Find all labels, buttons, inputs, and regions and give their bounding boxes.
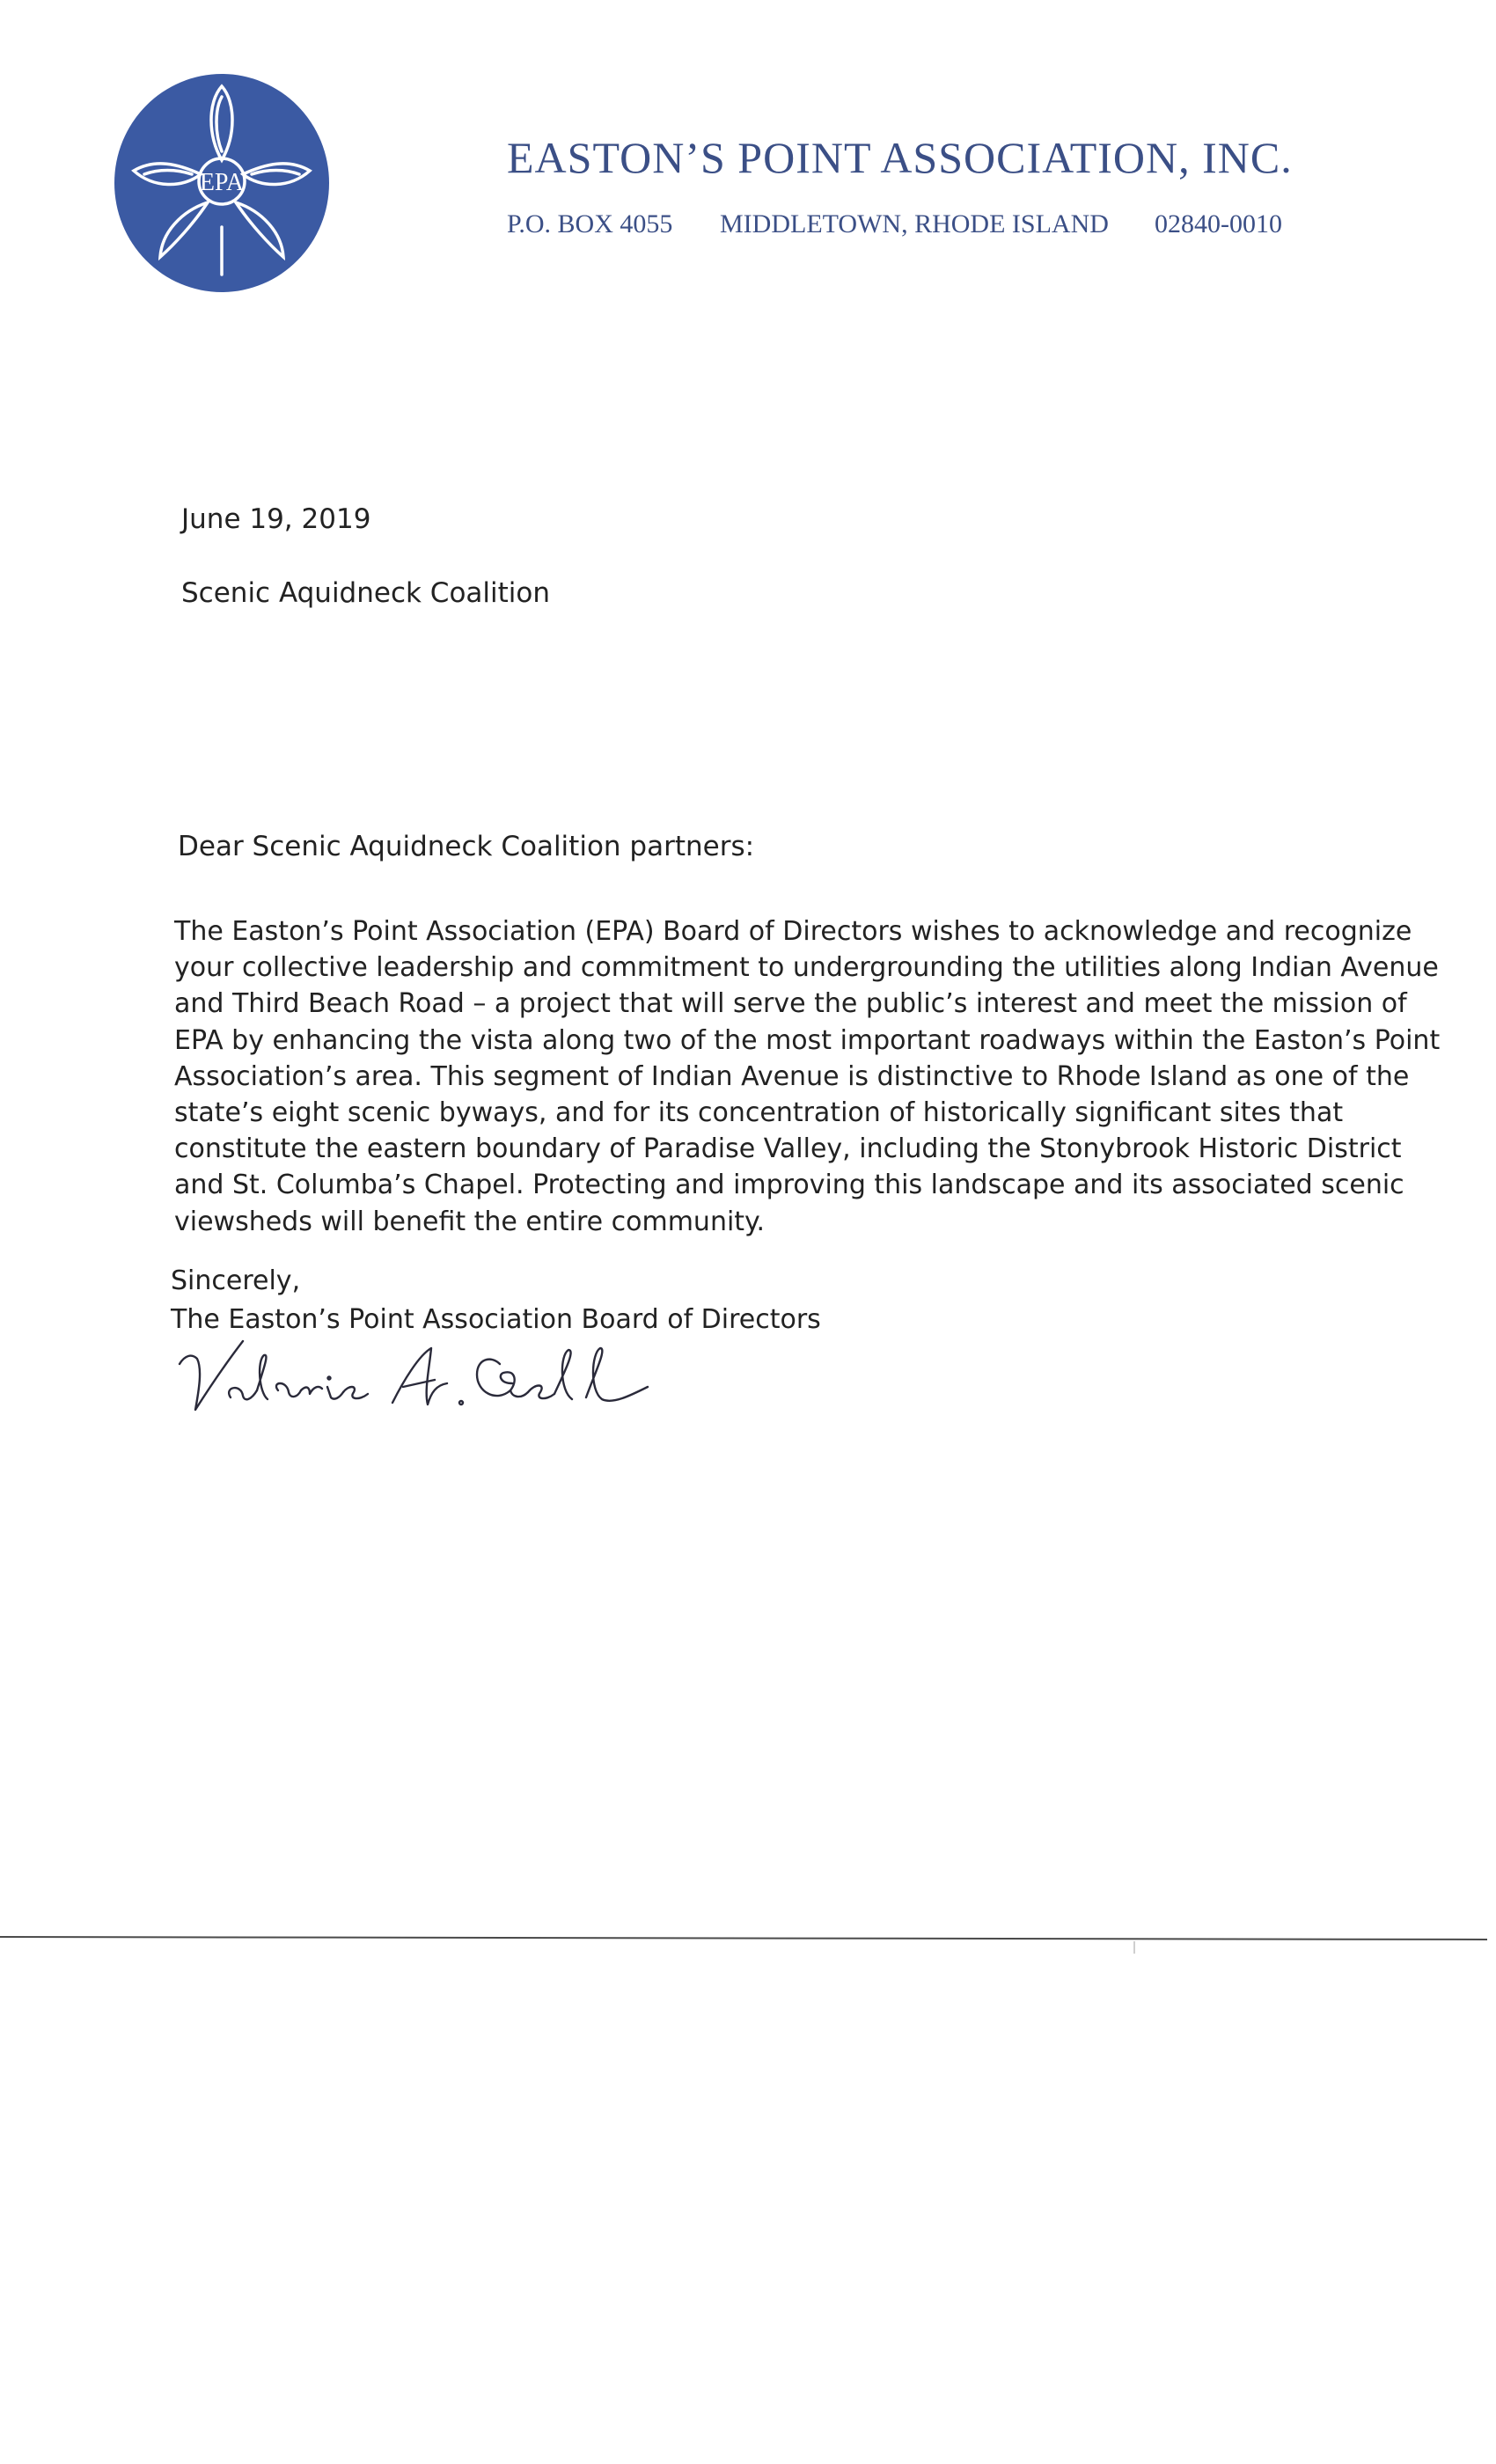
epa-sand-dollar-logo xyxy=(113,72,331,294)
body-line: and Third Beach Road – a project that will serve the public’s interest and meet the mission of xyxy=(174,988,1407,1020)
body-line: EPA by enhancing the vista along two of the most important roadways within the Easton’s Point xyxy=(174,1024,1441,1056)
body-line: Association’s area. This segment of Indian Avenue is distinctive to Rhode Island as one of the xyxy=(174,1060,1410,1092)
body-line: and St. Columba’s Chapel. Protecting and improving this landscape and its associated scenic xyxy=(174,1170,1404,1201)
logo-text: EPA xyxy=(199,169,245,196)
signatory: The Easton’s Point Association Board of Directors xyxy=(171,1304,821,1335)
body-line: your collective leadership and commitment to undergrounding the utilities along Indian Avenue xyxy=(174,952,1439,984)
salutation: Dear Scenic Aquidneck Coalition partners: xyxy=(178,831,755,862)
city-state: MIDDLETOWN, RHODE ISLAND xyxy=(720,209,1109,238)
organization-name: EASTON’S POINT ASSOCIATION, INC. xyxy=(507,133,1293,182)
recipient: Scenic Aquidneck Coalition xyxy=(181,577,551,609)
handwritten-signature xyxy=(172,1329,665,1426)
letter-date: June 19, 2019 xyxy=(181,503,371,535)
po-box: P.O. BOX 4055 xyxy=(507,209,673,238)
letter-body xyxy=(174,913,1441,1240)
body-line: state’s eight scenic byways, and for its concentration of historically significant sites that xyxy=(174,1097,1344,1129)
closing: Sincerely, xyxy=(171,1265,301,1296)
scan-mark xyxy=(1133,1941,1135,1954)
body-line: The Easton’s Point Association (EPA) Board of Directors wishes to acknowledge and recognize xyxy=(174,916,1412,947)
closing-block xyxy=(171,1262,821,1339)
page-fold-line xyxy=(0,1929,1487,1936)
body-line: constitute the eastern boundary of Paradise Valley, including the Stonybrook Historic District xyxy=(174,1133,1402,1165)
body-line: viewsheds will benefit the entire community. xyxy=(174,1206,766,1237)
zip-code: 02840-0010 xyxy=(1155,209,1282,238)
